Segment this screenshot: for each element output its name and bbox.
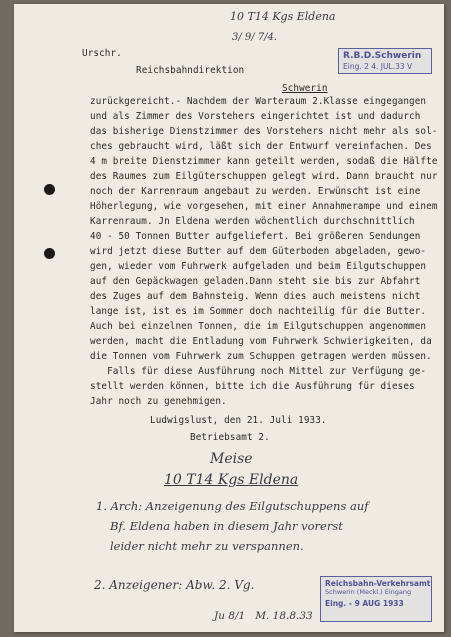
document-page xyxy=(14,4,444,632)
stamp-subtitle: Schwerin (Meckl.) Eingang xyxy=(325,588,412,596)
body-line: die Tonnen vom Fuhrwerk zum Schuppen getragen werden müssen. xyxy=(90,351,432,362)
handwritten-signature: Meise xyxy=(210,451,253,467)
handwritten-note-line: Bf. Eldena haben in diesem Jahr vorerst xyxy=(110,519,343,533)
place-date: Ludwigslust, den 21. Juli 1933. xyxy=(150,415,327,426)
punch-hole xyxy=(44,184,55,195)
body-line: stellt werden können, bitte ich die Ausführung für dieses xyxy=(90,381,415,392)
handwritten-note-line: leider nicht mehr zu verspannen. xyxy=(110,539,304,553)
body-line: ches gebraucht wird, läßt sich der Entwurf vereinfachen. Des xyxy=(90,141,432,152)
body-line: Auch bei einzelnen Tonnen, die im Eilgutschuppen angenommen xyxy=(90,321,427,332)
received-stamp-bottom xyxy=(320,576,432,622)
header-city: Schwerin xyxy=(282,83,328,94)
body-line: noch der Karrenraum angebaut zu werden. Erwünscht ist eine xyxy=(90,186,421,197)
body-line: Falls für diese Ausführung noch Mittel zur Verfügung ge- xyxy=(90,366,427,377)
body-line: werden, macht die Entladung vom Fuhrwerk Schwierigkeiten, da xyxy=(90,336,432,347)
body-line: des Raumes zum Eilgüterschuppen gelegt wird. Dann braucht nur xyxy=(90,171,438,182)
body-line: 4 m breite Dienstzimmer kann geteilt werden, sodaß die Hälfte xyxy=(90,156,438,167)
issuing-office: Betriebsamt 2. xyxy=(190,432,270,443)
body-line: gen, wieder vom Fuhrwerk aufgeladen und beim Eilgutschuppen xyxy=(90,261,427,272)
body-line: auf den Gepäckwagen geladen.Dann steht sie bis zur Abfahrt xyxy=(90,276,421,287)
stamp-title: Reichsbahn-Verkehrsamt xyxy=(325,579,431,588)
received-stamp xyxy=(338,48,432,74)
handwritten-reference: 10 T14 Kgs Eldena xyxy=(230,10,336,23)
stamp-title: R.B.D.Schwerin xyxy=(343,51,422,61)
body-line: und als Zimmer des Vorstehers eingerichtet ist und dadurch xyxy=(90,111,421,122)
stamp-date: Eing. - 9 AUG 1933 xyxy=(325,599,404,608)
body-line: das bisherige Dienstzimmer des Vorstehers nicht mehr als sol- xyxy=(90,126,438,137)
body-line: wird jetzt diese Butter auf dem Güterboden abgeladen, gewo- xyxy=(90,246,427,257)
body-line: lange ist, ist es im Sommer doch nachteilig für die Butter. xyxy=(90,306,427,317)
handwritten-initials-bottom: Ju 8/1 M. 18.8.33 xyxy=(214,610,313,622)
stamp-date: Eing. 2 4. JUL.33 V xyxy=(343,62,413,71)
header-authority: Reichsbahndirektion xyxy=(136,65,245,76)
handwritten-ref-bottom: 10 T14 Kgs Eldena xyxy=(164,472,299,488)
body-line: Höherlegung, wie vorgesehen, mit einer Annahmerampe und einem xyxy=(90,201,438,212)
handwritten-initials: 3/ 9/ 7/4. xyxy=(232,32,278,43)
header-urschr: Urschr. xyxy=(82,48,122,59)
body-line: des Zuges auf dem Bahnsteig. Wenn dies auch meistens nicht xyxy=(90,291,421,302)
handwritten-note-line: 2. Anzeigener: Abw. 2. Vg. xyxy=(94,578,255,592)
handwritten-note-line: 1. Arch: Anzeigenung des Eilgutschuppens auf xyxy=(96,499,369,513)
body-line: zurückgereicht.- Nachdem der Warteraum 2.Klasse eingegangen xyxy=(90,96,427,107)
body-line: 40 - 50 Tonnen Butter aufgeliefert. Bei größeren Sendungen xyxy=(90,231,421,242)
body-line: Karrenraum. Jn Eldena werden wöchentlich durchschnittlich xyxy=(90,216,415,227)
punch-hole xyxy=(44,248,55,259)
body-line: Jahr noch zu genehmigen. xyxy=(90,396,227,407)
